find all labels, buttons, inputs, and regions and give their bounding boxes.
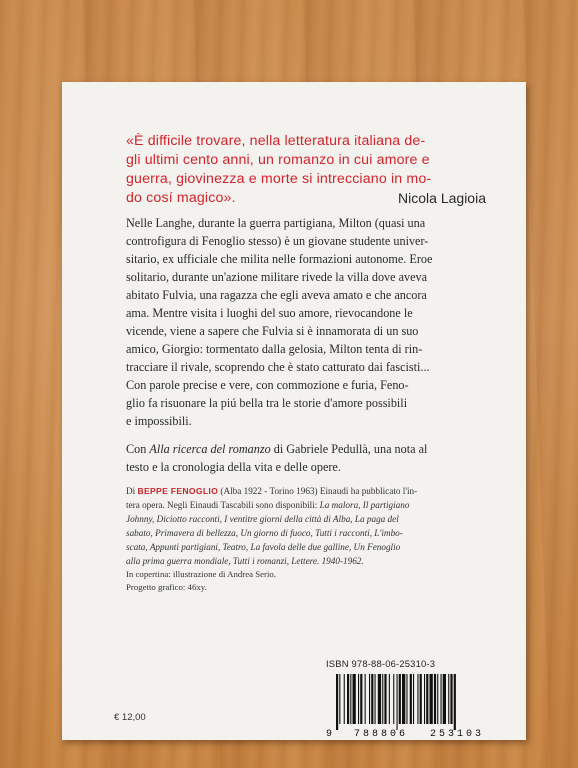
synopsis-line: controfigura di Fenoglio stesso) è un giovane studente univer-: [126, 234, 429, 248]
cover-credit: In copertina: illustrazione di Andrea Serio.: [126, 569, 276, 579]
edition-note-line: [126, 440, 488, 458]
bio-line: [126, 484, 488, 498]
barcode-bar: [378, 674, 381, 724]
edition-note-text: di Gabriele Pedullà, una nota al: [270, 442, 428, 456]
quote-line: gli ultimi cento anni, un romanzo in cui amore e: [126, 152, 430, 168]
bio-line: [126, 540, 488, 554]
author-bio: [126, 484, 488, 568]
bio-titles: sabato, Primavera di bellezza, Un giorno di fuoco, Tutti i racconti, L'imbo-: [126, 528, 403, 538]
barcode-bar: [430, 674, 433, 724]
barcode-bar: [413, 674, 414, 724]
synopsis-line: Con parole precise e vere, con commozione e furia, Feno-: [126, 378, 409, 392]
barcode-bar: [454, 674, 456, 730]
barcode-bar: [369, 674, 370, 724]
barcode-bar: [393, 674, 394, 724]
synopsis-line: tracciare il rivale, scoprendo che è stato catturato dai fascisti...: [126, 360, 430, 374]
barcode-bar: [402, 674, 405, 724]
barcode-bar: [443, 674, 446, 724]
barcode-bar: [382, 674, 383, 724]
barcode-bar: [448, 674, 449, 724]
bio-line: [126, 512, 488, 526]
barcode-right-digits: 253103: [430, 729, 485, 738]
bio-text: Di: [126, 486, 138, 496]
barcode-bar: [365, 674, 366, 724]
synopsis-line: ama. Mentre visita i luoghi del suo amore, rievocandone le: [126, 306, 413, 320]
barcode-bar: [424, 674, 425, 724]
bio-line: [126, 554, 488, 568]
bio-line: [126, 498, 488, 512]
synopsis: [126, 214, 488, 430]
bio-titles: La malora, Il partigiano: [319, 500, 410, 510]
barcode-bar: [397, 674, 398, 730]
bio-text: (Alba 1922 - Torino 1963) Einaudi ha pubblicato l'in-: [218, 486, 418, 496]
author-name: BEPPE FENOGLIO: [137, 486, 219, 496]
barcode-bar: [437, 674, 438, 724]
barcode-bar: [360, 674, 362, 724]
barcode-bar: [417, 674, 418, 724]
quote-line: do cosí magico».: [126, 190, 236, 206]
barcode-bar: [406, 674, 407, 724]
barcode-bar: [350, 674, 351, 724]
barcode-bars: [336, 674, 456, 730]
barcode-bar: [441, 674, 442, 724]
price-label: € 12,00: [114, 712, 146, 723]
barcode-bar: [399, 674, 401, 724]
quote-author: Nicola Lagioia: [398, 190, 486, 206]
bio-line: [126, 526, 488, 540]
bio-titles: alla prima guerra mondiale, Tutti i romanzi, Lettere. 1940-1962.: [126, 556, 364, 566]
barcode: [324, 674, 508, 738]
edition-note-text: Con: [126, 442, 150, 456]
bio-titles: scata, Appunti partigiani, Teatro, La favola delle due galline, Un Fenoglio: [126, 542, 401, 552]
synopsis-line: sitario, ex ufficiale che milita nelle formazioni autonome. Eroe: [126, 252, 433, 266]
synopsis-line: vicende, viene a sapere che Fulvia si è innamorata di un suo: [126, 324, 419, 338]
edition-note: [126, 440, 488, 476]
isbn-label: ISBN 978-88-06-25310-3: [326, 658, 436, 669]
bio-titles: Johnny, Diciotto racconti, I ventitre giorni della città di Alba, La paga del: [126, 514, 399, 524]
quote-line: guerra, giovinezza e morte si intrecciano in mo-: [126, 171, 432, 187]
essay-title: Alla ricerca del romanzo: [149, 442, 271, 456]
barcode-bar: [420, 674, 422, 724]
barcode-left-digits: 788806: [354, 729, 409, 738]
barcode-bar: [384, 674, 386, 724]
synopsis-line: abitato Fulvia, una ragazza che egli aveva amato e che ancora: [126, 288, 427, 302]
barcode-bar: [353, 674, 356, 724]
bio-text: tera opera. Negli Einaudi Tascabili sono disponibili:: [126, 500, 320, 510]
design-credit: Progetto grafico: 46xy.: [126, 582, 207, 592]
barcode-bar: [336, 674, 338, 730]
barcode-lead-digit: 9: [326, 729, 333, 738]
barcode-bar: [344, 674, 345, 724]
synopsis-line: Nelle Langhe, durante la guerra partigiana, Milton (quasi una: [126, 216, 426, 230]
edition-note-line: testo e la cronologia della vita e delle opere.: [126, 460, 341, 474]
barcode-bar: [426, 674, 428, 724]
synopsis-line: e impossibili.: [126, 414, 192, 428]
barcode-bar: [389, 674, 390, 724]
barcode-bar: [371, 674, 373, 724]
synopsis-line: amico, Giorgio: tormentato dalla gelosia, Milton tenta di rin-: [126, 342, 423, 356]
book-back-cover: [62, 82, 526, 740]
barcode-bar: [339, 674, 340, 724]
barcode-bar: [450, 674, 452, 724]
barcode-bar: [375, 674, 376, 724]
synopsis-line: glio fa risuonare la piú bella tra le storie d'amore possibili: [126, 396, 408, 410]
synopsis-line: solitario, durante un'azione militare rivede la villa dove aveva: [126, 270, 428, 284]
barcode-bar: [434, 674, 436, 724]
barcode-bar: [410, 674, 412, 724]
barcode-bar: [347, 674, 349, 724]
barcode-bar: [358, 674, 359, 724]
quote-line: «È difficile trovare, nella letteratura italiana de-: [126, 133, 426, 149]
